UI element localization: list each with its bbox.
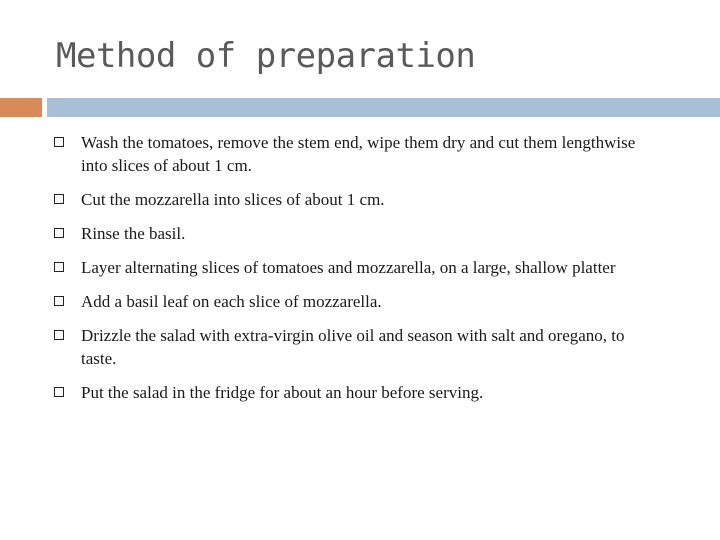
bullet-item (54, 290, 664, 313)
hollow-square-icon (54, 387, 64, 397)
hollow-square-icon (54, 262, 64, 272)
bullet-text: Wash the tomatoes, remove the stem end, wipe them dry and cut them lengthwise into slices of about 1 cm. (81, 133, 636, 175)
bullet-item (54, 381, 664, 404)
bullet-text: Layer alternating slices of tomatoes and mozzarella, on a large, shallow platter (81, 258, 616, 277)
bullet-item (54, 188, 664, 211)
title-divider-bar (47, 98, 720, 117)
bullet-text: Add a basil leaf on each slice of mozzarella. (81, 292, 382, 311)
hollow-square-icon (54, 330, 64, 340)
bullet-item (54, 324, 664, 370)
hollow-square-icon (54, 194, 64, 204)
bullet-text: Cut the mozzarella into slices of about 1 cm. (81, 190, 385, 209)
hollow-square-icon (54, 296, 64, 306)
hollow-square-icon (54, 228, 64, 238)
title-accent-bar (0, 98, 42, 117)
bullet-list (54, 131, 664, 415)
bullet-text: Rinse the basil. (81, 224, 186, 243)
bullet-item (54, 256, 664, 279)
bullet-text: Put the salad in the fridge for about an hour before serving. (81, 383, 484, 402)
hollow-square-icon (54, 137, 64, 147)
bullet-item (54, 222, 664, 245)
bullet-item (54, 131, 664, 177)
bullet-text: Drizzle the salad with extra-virgin olive oil and season with salt and oregano, to taste. (81, 326, 625, 368)
slide-title: Method of preparation (56, 36, 476, 76)
